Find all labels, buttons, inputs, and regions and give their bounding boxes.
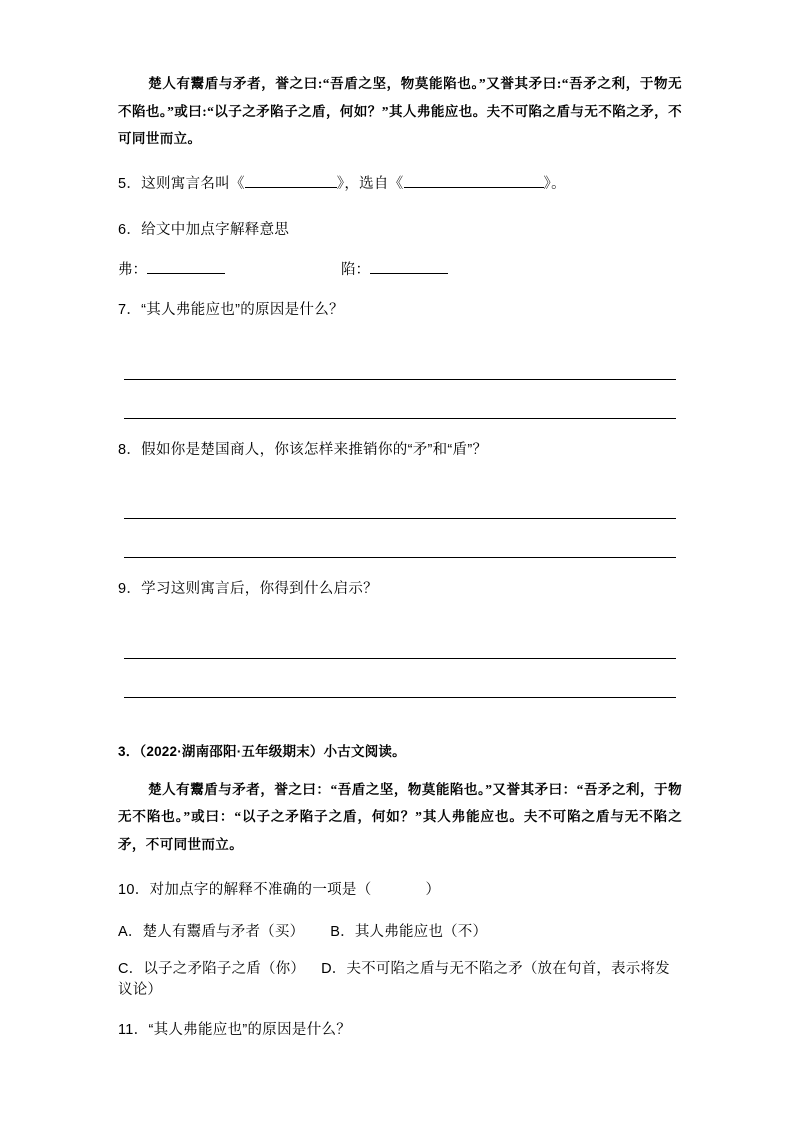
question-5: [118, 171, 682, 199]
question-5-blank-2[interactable]: [404, 173, 544, 188]
question-5-text-before: 这则寓言名叫《: [141, 176, 245, 193]
question-10-number: 10．: [118, 881, 150, 898]
question-8-answer-area[interactable]: [118, 480, 682, 558]
fill-item-fu: [118, 258, 225, 279]
question-6-number: 6．: [118, 221, 142, 238]
question-6-text: 给文中加点字解释意思: [141, 221, 290, 238]
section-3-title: （2022·湖南邵阳·五年级期末）小古文阅读。: [139, 743, 406, 759]
question-8-number: 8．: [118, 441, 142, 458]
question-11-number: 11．: [118, 1022, 149, 1039]
question-10-text-after: ）: [425, 881, 441, 898]
question-6-fills: [118, 258, 682, 279]
question-10-options-row-2: [118, 957, 682, 999]
section-3-number: 3．: [118, 743, 140, 759]
passage-1-text: 楚人有鬻盾与矛者，誉之曰:“吾盾之坚，物莫能陷也。”又誉其矛曰:“吾矛之利，于物无不陷也。”或曰:“以子之矛陷子之盾，何如？”其人弗能应也。夫不可陷之盾与无不陷之矛，不可同世而立。: [118, 76, 682, 147]
answer-line[interactable]: [124, 341, 676, 380]
question-7: [118, 297, 682, 325]
question-8: [118, 437, 682, 465]
question-5-blank-1[interactable]: [245, 173, 337, 188]
question-11: [118, 1017, 682, 1045]
passage-2: [118, 776, 682, 859]
fill-label-xian: 陷：: [341, 262, 370, 279]
fill-gap: [225, 258, 341, 279]
option-c[interactable]: C．以子之矛陷子之盾（你）: [118, 961, 306, 978]
question-9-number: 9．: [118, 581, 142, 598]
section-3-heading: [118, 740, 682, 760]
question-9-text: 学习这则寓言后，你得到什么启示？: [141, 581, 378, 598]
fill-label-fu: 弗：: [118, 262, 147, 279]
option-a[interactable]: A．楚人有鬻盾与矛者（买）: [118, 924, 305, 941]
answer-line[interactable]: [124, 659, 676, 698]
option-d[interactable]: D．夫不可陷之盾与无不陷之矛（放在句首，表示将发议论）: [118, 961, 670, 999]
answer-line[interactable]: [124, 380, 676, 419]
answer-line[interactable]: [124, 480, 676, 519]
question-10: [118, 877, 682, 905]
fill-blank-fu[interactable]: [147, 259, 225, 274]
question-10-text-before: 对加点字的解释不准确的一项是（: [149, 881, 372, 898]
question-9-answer-area[interactable]: [118, 620, 682, 698]
question-5-text-after: 》。: [543, 176, 566, 193]
option-b[interactable]: B．其人弗能应也（不）: [330, 924, 488, 941]
passage-2-text: 楚人有鬻盾与矛者，誉之曰：“吾盾之坚，物莫能陷也。”又誉其矛曰：“吾矛之利，于物无不陷也。”或曰：“以子之矛陷子之盾，何如？”其人弗能应也。夫不可陷之盾与无不陷之矛，不可同世而立。: [118, 781, 682, 853]
question-10-options-row-1: [118, 920, 682, 941]
fill-item-xian: [341, 258, 448, 279]
question-7-text: “其人弗能应也”的原因是什么？: [141, 302, 344, 319]
fill-blank-xian[interactable]: [370, 259, 448, 274]
question-7-answer-area[interactable]: [118, 341, 682, 419]
question-8-text: 假如你是楚国商人，你该怎样来推销你的“矛”和“盾”？: [141, 441, 488, 458]
question-7-number: 7．: [118, 302, 142, 319]
question-6: [118, 217, 682, 245]
question-5-number: 5．: [118, 176, 142, 193]
question-11-text: “其人弗能应也”的原因是什么？: [148, 1022, 352, 1039]
question-9: [118, 576, 682, 604]
answer-line[interactable]: [124, 519, 676, 558]
question-5-text-middle: 》，选自《: [336, 176, 404, 193]
answer-line[interactable]: [124, 620, 676, 659]
passage-1: [118, 70, 682, 153]
